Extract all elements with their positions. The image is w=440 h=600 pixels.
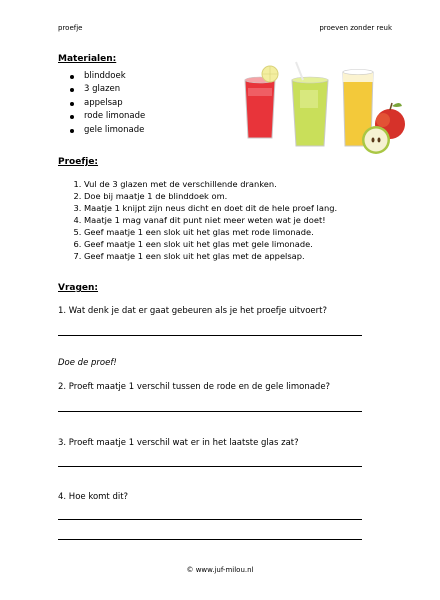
header-left: proefje xyxy=(58,24,83,32)
list-item: rode limonade xyxy=(84,110,145,123)
list-item: 3. Maatje 1 knijpt zijn neus dicht en doet dit de hele proef lang. xyxy=(84,202,337,214)
list-item: 2. Doe bij maatje 1 de blinddoek om. xyxy=(84,190,337,202)
red-drink-glass xyxy=(245,66,278,138)
list-item: 4. Maatje 1 mag vanaf dit punt niet meer weten wat je doet! xyxy=(84,214,337,226)
list-item: blinddoek xyxy=(84,70,145,83)
procedure-title: Proefje: xyxy=(58,157,99,167)
instruction-text: Doe de proef! xyxy=(58,358,117,368)
question-4: 4. Hoe komt dit? xyxy=(58,492,129,502)
procedure-steps xyxy=(58,178,337,262)
answer-line[interactable] xyxy=(58,539,362,540)
materials-title: Materialen: xyxy=(58,54,117,64)
list-item: appelsap xyxy=(84,97,145,110)
footer-credit: © www.juf-milou.nl xyxy=(186,566,254,574)
green-drink-glass xyxy=(292,62,328,146)
materials-list xyxy=(58,70,145,137)
questions-title: Vragen: xyxy=(58,283,99,293)
apple-half xyxy=(362,126,390,154)
list-item: 5. Geef maatje 1 een slok uit het glas met rode limonade. xyxy=(84,226,337,238)
list-item: 1. Vul de 3 glazen met de verschillende dranken. xyxy=(84,178,337,190)
list-item: 7. Geef maatje 1 een slok uit het glas met de appelsap. xyxy=(84,250,337,262)
question-1: 1. Wat denk je dat er gaat gebeuren als je het proefje uitvoert? xyxy=(58,306,327,316)
list-item: 6. Geef maatje 1 een slok uit het glas met gele limonade. xyxy=(84,238,337,250)
answer-line[interactable] xyxy=(58,519,362,520)
question-2: 2. Proeft maatje 1 verschil tussen de rode en de gele limonade? xyxy=(58,382,331,392)
drinks-illustration xyxy=(240,60,408,160)
header-right: proeven zonder reuk xyxy=(319,24,392,32)
answer-line[interactable] xyxy=(58,335,362,336)
list-item: gele limonade xyxy=(84,124,145,137)
question-3: 3. Proeft maatje 1 verschil wat er in het laatste glas zat? xyxy=(58,438,299,448)
list-item: 3 glazen xyxy=(84,83,145,96)
answer-line[interactable] xyxy=(58,411,362,412)
answer-line[interactable] xyxy=(58,466,362,467)
